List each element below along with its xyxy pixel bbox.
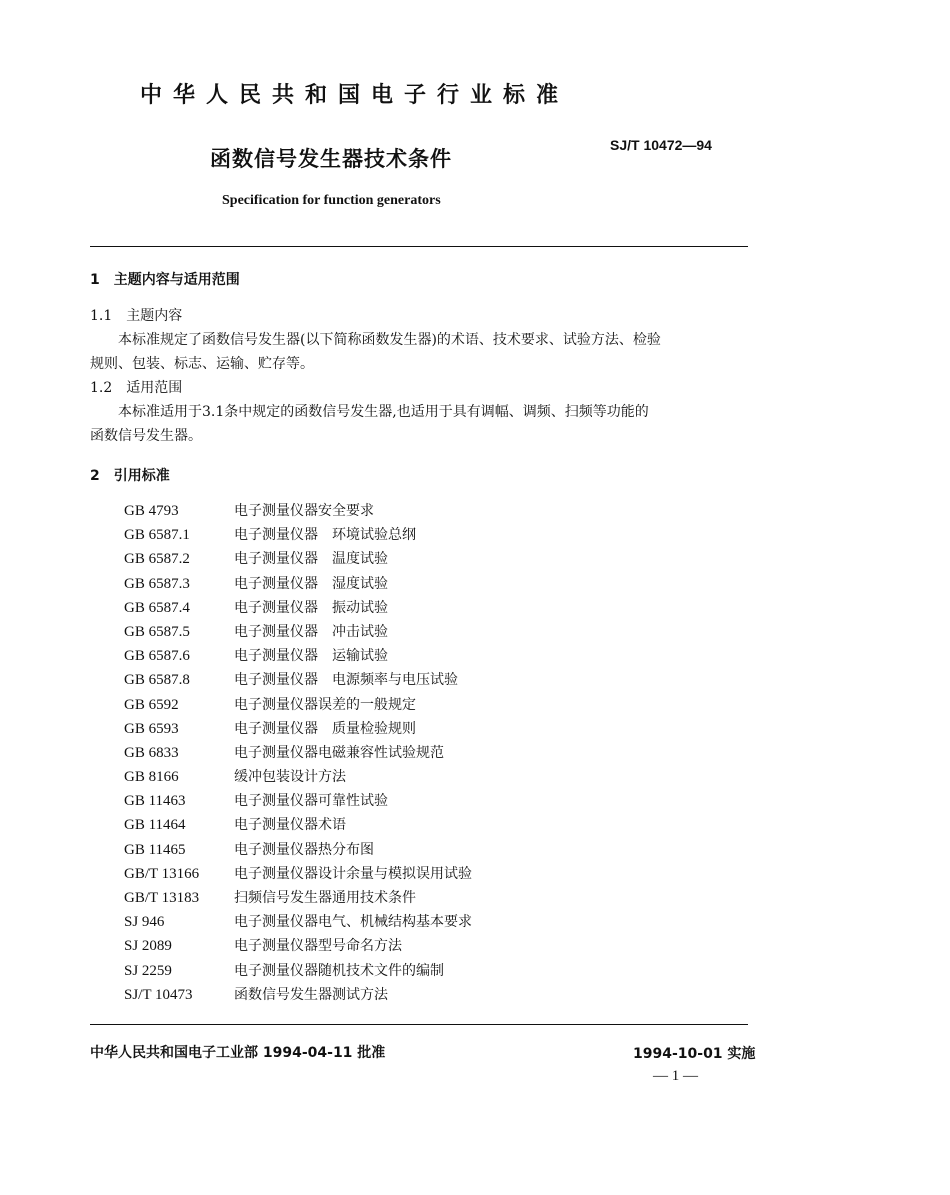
top-divider (90, 246, 748, 247)
reference-row (124, 499, 472, 523)
paragraph-line: 本标准适用于3.1条中规定的函数信号发生器,也适用于具有调幅、调频、扫频等功能的 (118, 404, 649, 420)
reference-code: GB 6593 (124, 720, 179, 737)
reference-title: 扫频信号发生器通用技术条件 (234, 890, 416, 906)
reference-title: 电子测量仪器 质量检验规则 (234, 720, 416, 737)
reference-row (124, 547, 472, 571)
section-1-1-body (90, 328, 750, 376)
reference-code: SJ 2259 (124, 962, 172, 979)
reference-code: GB 6587.2 (124, 551, 190, 568)
reference-title: 电子测量仪器 湿度试验 (234, 575, 388, 592)
reference-title: 电子测量仪器 运输试验 (234, 648, 388, 665)
reference-row (124, 934, 472, 958)
bottom-divider (90, 1024, 748, 1025)
reference-code: GB 11464 (124, 817, 186, 834)
reference-code: SJ/T 10473 (124, 986, 193, 1003)
reference-row (124, 862, 472, 886)
reference-row (124, 959, 472, 983)
page-number: — 1 — (653, 1068, 698, 1084)
reference-row (124, 644, 472, 668)
reference-row (124, 765, 472, 789)
reference-title: 电子测量仪器可靠性试验 (234, 793, 388, 810)
reference-title: 电子测量仪器 电源频率与电压试验 (234, 672, 458, 689)
english-subtitle: Specification for function generators (222, 193, 441, 208)
reference-row (124, 693, 472, 717)
reference-title: 电子测量仪器型号命名方法 (234, 938, 402, 955)
paragraph-line: 函数信号发生器。 (90, 428, 202, 444)
paragraph-line: 本标准规定了函数信号发生器(以下简称函数发生器)的术语、技术要求、试验方法、检验 (118, 332, 661, 348)
reference-code: GB 8166 (124, 769, 179, 786)
reference-title: 电子测量仪器安全要求 (234, 503, 374, 519)
reference-code: GB 6587.4 (124, 599, 190, 616)
reference-title: 函数信号发生器测试方法 (234, 986, 388, 1003)
reference-row (124, 789, 472, 813)
reference-code: GB/T 13183 (124, 890, 200, 906)
reference-row (124, 983, 472, 1007)
standard-number: SJ/T 10472—94 (610, 137, 712, 153)
reference-code: SJ 946 (124, 914, 165, 931)
reference-title: 电子测量仪器 振动试验 (234, 599, 388, 616)
reference-title: 电子测量仪器电气、机械结构基本要求 (234, 914, 472, 931)
reference-code: GB/T 13166 (124, 865, 200, 882)
reference-code: GB 6833 (124, 744, 179, 761)
standard-category: 中华人民共和国电子行业标准 (140, 83, 570, 108)
reference-title: 电子测量仪器电磁兼容性试验规范 (234, 744, 444, 761)
reference-code: GB 6587.8 (124, 672, 190, 689)
reference-row (124, 741, 472, 765)
reference-code: GB 6587.5 (124, 623, 190, 640)
document-title: 函数信号发生器技术条件 (210, 147, 452, 171)
reference-code: SJ 2089 (124, 938, 172, 955)
reference-code: GB 4793 (124, 503, 179, 519)
reference-row (124, 523, 472, 547)
reference-code: GB 11465 (124, 841, 186, 858)
reference-title: 电子测量仪器热分布图 (234, 841, 374, 858)
reference-row (124, 717, 472, 741)
reference-row (124, 910, 472, 934)
effective-date: 1994-10-01 实施 (633, 1046, 756, 1062)
reference-title: 电子测量仪器随机技术文件的编制 (234, 962, 444, 979)
reference-row (124, 838, 472, 862)
section-1-2-heading: 1.2 适用范围 (90, 380, 183, 396)
reference-row (124, 572, 472, 596)
approval-line: 中华人民共和国电子工业部 1994-04-11 批准 (90, 1045, 386, 1061)
section-1-1-heading: 1.1 主题内容 (90, 308, 183, 324)
reference-title: 缓冲包装设计方法 (234, 769, 346, 786)
reference-title: 电子测量仪器术语 (234, 817, 346, 834)
paragraph-line: 规则、包装、标志、运输、贮存等。 (90, 356, 314, 372)
reference-row (124, 813, 472, 837)
reference-row (124, 620, 472, 644)
reference-code: GB 6587.1 (124, 527, 190, 544)
reference-title: 电子测量仪器 温度试验 (234, 551, 388, 568)
reference-list (124, 499, 472, 1007)
reference-title: 电子测量仪器误差的一般规定 (234, 696, 416, 713)
reference-row (124, 668, 472, 692)
section-2-heading: 2 引用标准 (90, 468, 170, 484)
reference-code: GB 6587.3 (124, 575, 190, 592)
reference-code: GB 6592 (124, 696, 179, 713)
reference-code: GB 6587.6 (124, 648, 190, 665)
reference-title: 电子测量仪器设计余量与模拟误用试验 (234, 865, 472, 882)
reference-row (124, 886, 472, 910)
reference-row (124, 596, 472, 620)
reference-code: GB 11463 (124, 793, 186, 810)
reference-title: 电子测量仪器 环境试验总纲 (234, 527, 416, 544)
reference-title: 电子测量仪器 冲击试验 (234, 623, 388, 640)
section-1-2-body (90, 400, 750, 448)
section-1-heading: 1 主题内容与适用范围 (90, 272, 240, 288)
